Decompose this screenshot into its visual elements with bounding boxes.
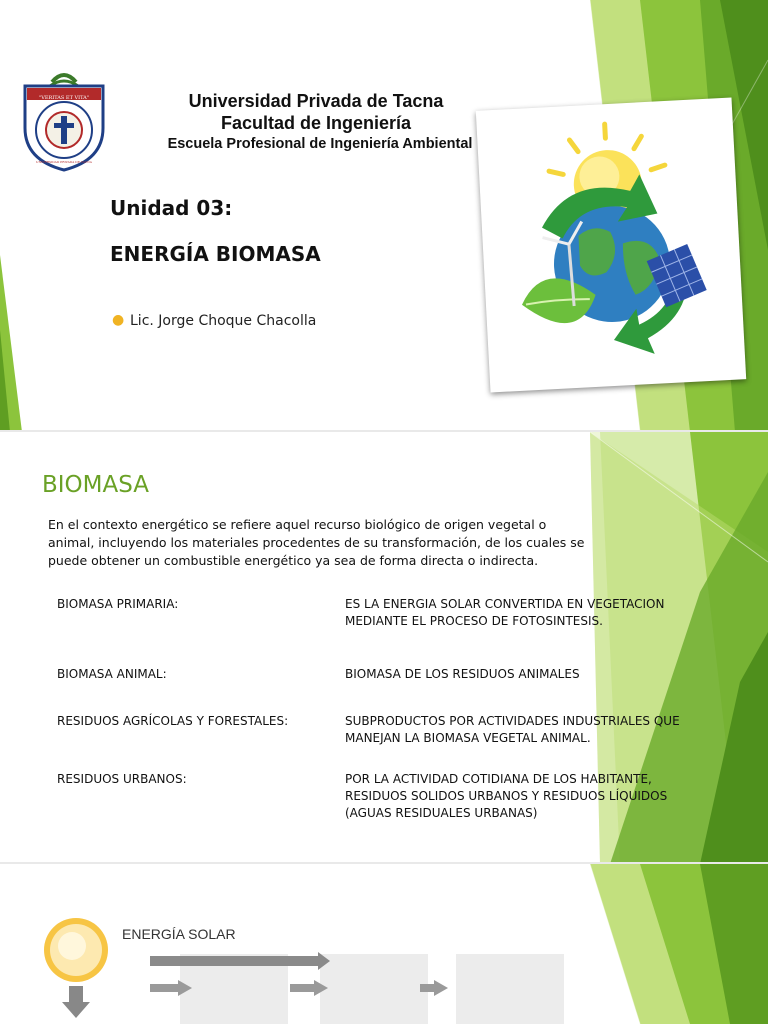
title-slide xyxy=(0,0,768,432)
faculty-name: Facultad de Ingeniería xyxy=(220,113,412,133)
university-logo-icon xyxy=(22,68,106,172)
definition-urban: POR LA ACTIVIDAD COTIDIANA DE LOS HABITANTE, RESIDUOS SOLIDOS URBANOS Y RESIDUOS LÍQUIDOS (AGUAS RESIDUALES URBANAS) xyxy=(345,772,668,820)
unit-label: Unidad 03: xyxy=(110,196,233,220)
school-name: Escuela Profesional de Ingeniería Ambiental xyxy=(167,136,473,152)
definition-animal: BIOMASA DE LOS RESIDUOS ANIMALES xyxy=(345,667,580,681)
intro-paragraph: En el contexto energético se refiere aquel recurso biológico de origen vegetal o animal, incluyendo los materiales procedentes de su transformación, de los cuales se puede obtener un combustible energético ya sea de forma directa o indirecta. xyxy=(48,517,585,568)
topic-title: ENERGÍA BIOMASA xyxy=(110,242,321,266)
term-primary: BIOMASA PRIMARIA: xyxy=(57,597,179,611)
term-urban: RESIDUOS URBANOS: xyxy=(57,772,187,786)
author-name: Lic. Jorge Choque Chacolla xyxy=(130,313,317,329)
renewable-energy-illustration xyxy=(476,97,746,392)
definition-primary: ES LA ENERGIA SOLAR CONVERTIDA EN VEGETACION MEDIANTE EL PROCESO DE FOTOSINTESIS. xyxy=(345,597,665,628)
energy-solar-label: ENERGÍA SOLAR xyxy=(122,926,236,942)
term-animal: BIOMASA ANIMAL: xyxy=(57,667,167,681)
energy-flow-slide xyxy=(0,864,768,1024)
section-title: BIOMASA xyxy=(42,472,150,498)
bullet-icon: ● xyxy=(112,312,125,328)
sun-icon xyxy=(40,914,112,1024)
biomasa-slide xyxy=(0,432,768,864)
university-name: Universidad Privada de Tacna xyxy=(188,91,444,111)
definition-agricultural: SUBPRODUCTOS POR ACTIVIDADES INDUSTRIALES QUE MANEJAN LA BIOMASA VEGETAL ANIMAL. xyxy=(345,714,680,745)
flow-box-3 xyxy=(456,954,564,1024)
logo-motto: "VERITAS ET VITA" xyxy=(38,95,90,101)
earth-recycle-icon xyxy=(476,97,746,392)
logo-ring-text: UNIVERSIDAD PRIVADA DE TACNA xyxy=(36,160,92,164)
term-agricultural: RESIDUOS AGRÍCOLAS Y FORESTALES: xyxy=(57,714,289,728)
flow-arrows xyxy=(120,952,450,1002)
